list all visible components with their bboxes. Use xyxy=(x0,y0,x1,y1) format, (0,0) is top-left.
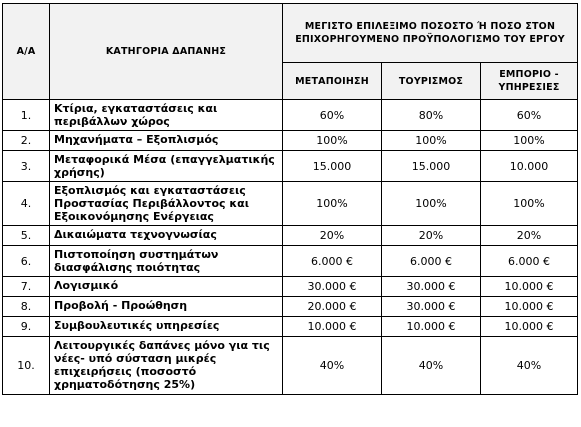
row-manufacturing: 15.000 xyxy=(283,151,382,182)
row-trade: 10.000 € xyxy=(481,317,578,337)
row-manufacturing: 100% xyxy=(283,131,382,151)
row-tourism: 100% xyxy=(382,131,481,151)
table-row xyxy=(3,317,578,337)
row-manufacturing: 10.000 € xyxy=(283,317,382,337)
row-category: Μεταφορικά Μέσα (επαγγελματικής χρήσης) xyxy=(50,151,283,182)
row-category: Προβολή - Προώθηση xyxy=(50,297,283,317)
row-trade: 40% xyxy=(481,337,578,395)
row-category: Λειτουργικές δαπάνες μόνο για τις νέες- υπό σύσταση μικρές επιχειρήσεις (ποσοστό χρηματοδότησης 25%) xyxy=(50,337,283,395)
row-category: Μηχανήματα – Εξοπλισμός xyxy=(50,131,283,151)
row-trade: 10.000 xyxy=(481,151,578,182)
row-index: 2. xyxy=(3,131,50,151)
row-trade: 60% xyxy=(481,100,578,131)
row-trade: 100% xyxy=(481,182,578,226)
row-index: 7. xyxy=(3,277,50,297)
row-manufacturing: 20.000 € xyxy=(283,297,382,317)
row-index: 1. xyxy=(3,100,50,131)
table-row xyxy=(3,277,578,297)
row-manufacturing: 30.000 € xyxy=(283,277,382,297)
header-max-eligible: ΜΕΓΙΣΤΟ ΕΠΙΛΕΞΙΜΟ ΠΟΣΟΣΤΟ Ή ΠΟΣΟ ΣΤΟΝ ΕΠΙΧΟΡΗΓΟΥΜΕΝΟ ΠΡΟΫΠΟΛΟΓΙΣΜΟ ΤΟΥ ΕΡΓΟΥ xyxy=(283,4,578,63)
row-tourism: 10.000 € xyxy=(382,317,481,337)
row-category: Λογισμικό xyxy=(50,277,283,297)
row-tourism: 30.000 € xyxy=(382,297,481,317)
row-trade: 100% xyxy=(481,131,578,151)
row-tourism: 40% xyxy=(382,337,481,395)
row-category: Δικαιώματα τεχνογνωσίας xyxy=(50,226,283,246)
row-manufacturing: 20% xyxy=(283,226,382,246)
row-category: Συμβουλευτικές υπηρεσίες xyxy=(50,317,283,337)
table-row xyxy=(3,131,578,151)
row-category: Πιστοποίηση συστημάτων διασφάλισης ποιότητας xyxy=(50,246,283,277)
row-manufacturing: 40% xyxy=(283,337,382,395)
table-row xyxy=(3,151,578,182)
expense-table xyxy=(2,3,578,395)
row-index: 3. xyxy=(3,151,50,182)
row-index: 6. xyxy=(3,246,50,277)
row-index: 5. xyxy=(3,226,50,246)
header-tourism: ΤΟΥΡΙΣΜΟΣ xyxy=(382,63,481,100)
row-tourism: 20% xyxy=(382,226,481,246)
row-tourism: 100% xyxy=(382,182,481,226)
row-tourism: 15.000 xyxy=(382,151,481,182)
row-manufacturing: 60% xyxy=(283,100,382,131)
row-index: 9. xyxy=(3,317,50,337)
header-category: ΚΑΤΗΓΟΡΙΑ ΔΑΠΑΝΗΣ xyxy=(50,4,283,100)
row-tourism: 80% xyxy=(382,100,481,131)
row-manufacturing: 100% xyxy=(283,182,382,226)
row-category: Εξοπλισμός και εγκαταστάσεις Προστασίας Περιβάλλοντος και Εξοικονόμησης Ενέργειας xyxy=(50,182,283,226)
header-index: Α/Α xyxy=(3,4,50,100)
row-tourism: 6.000 € xyxy=(382,246,481,277)
table-row xyxy=(3,297,578,317)
header-trade-services: ΕΜΠΟΡΙΟ - ΥΠΗΡΕΣΙΕΣ xyxy=(481,63,578,100)
table-row xyxy=(3,100,578,131)
table-row xyxy=(3,226,578,246)
row-trade: 10.000 € xyxy=(481,277,578,297)
table-row xyxy=(3,337,578,395)
header-manufacturing: ΜΕΤΑΠΟΙΗΣΗ xyxy=(283,63,382,100)
row-manufacturing: 6.000 € xyxy=(283,246,382,277)
document-page xyxy=(2,3,578,395)
row-trade: 20% xyxy=(481,226,578,246)
table-row xyxy=(3,182,578,226)
row-index: 8. xyxy=(3,297,50,317)
row-category: Κτίρια, εγκαταστάσεις και περιβάλλων χώρος xyxy=(50,100,283,131)
row-tourism: 30.000 € xyxy=(382,277,481,297)
row-index: 4. xyxy=(3,182,50,226)
row-trade: 10.000 € xyxy=(481,297,578,317)
row-trade: 6.000 € xyxy=(481,246,578,277)
table-row xyxy=(3,246,578,277)
row-index: 10. xyxy=(3,337,50,395)
